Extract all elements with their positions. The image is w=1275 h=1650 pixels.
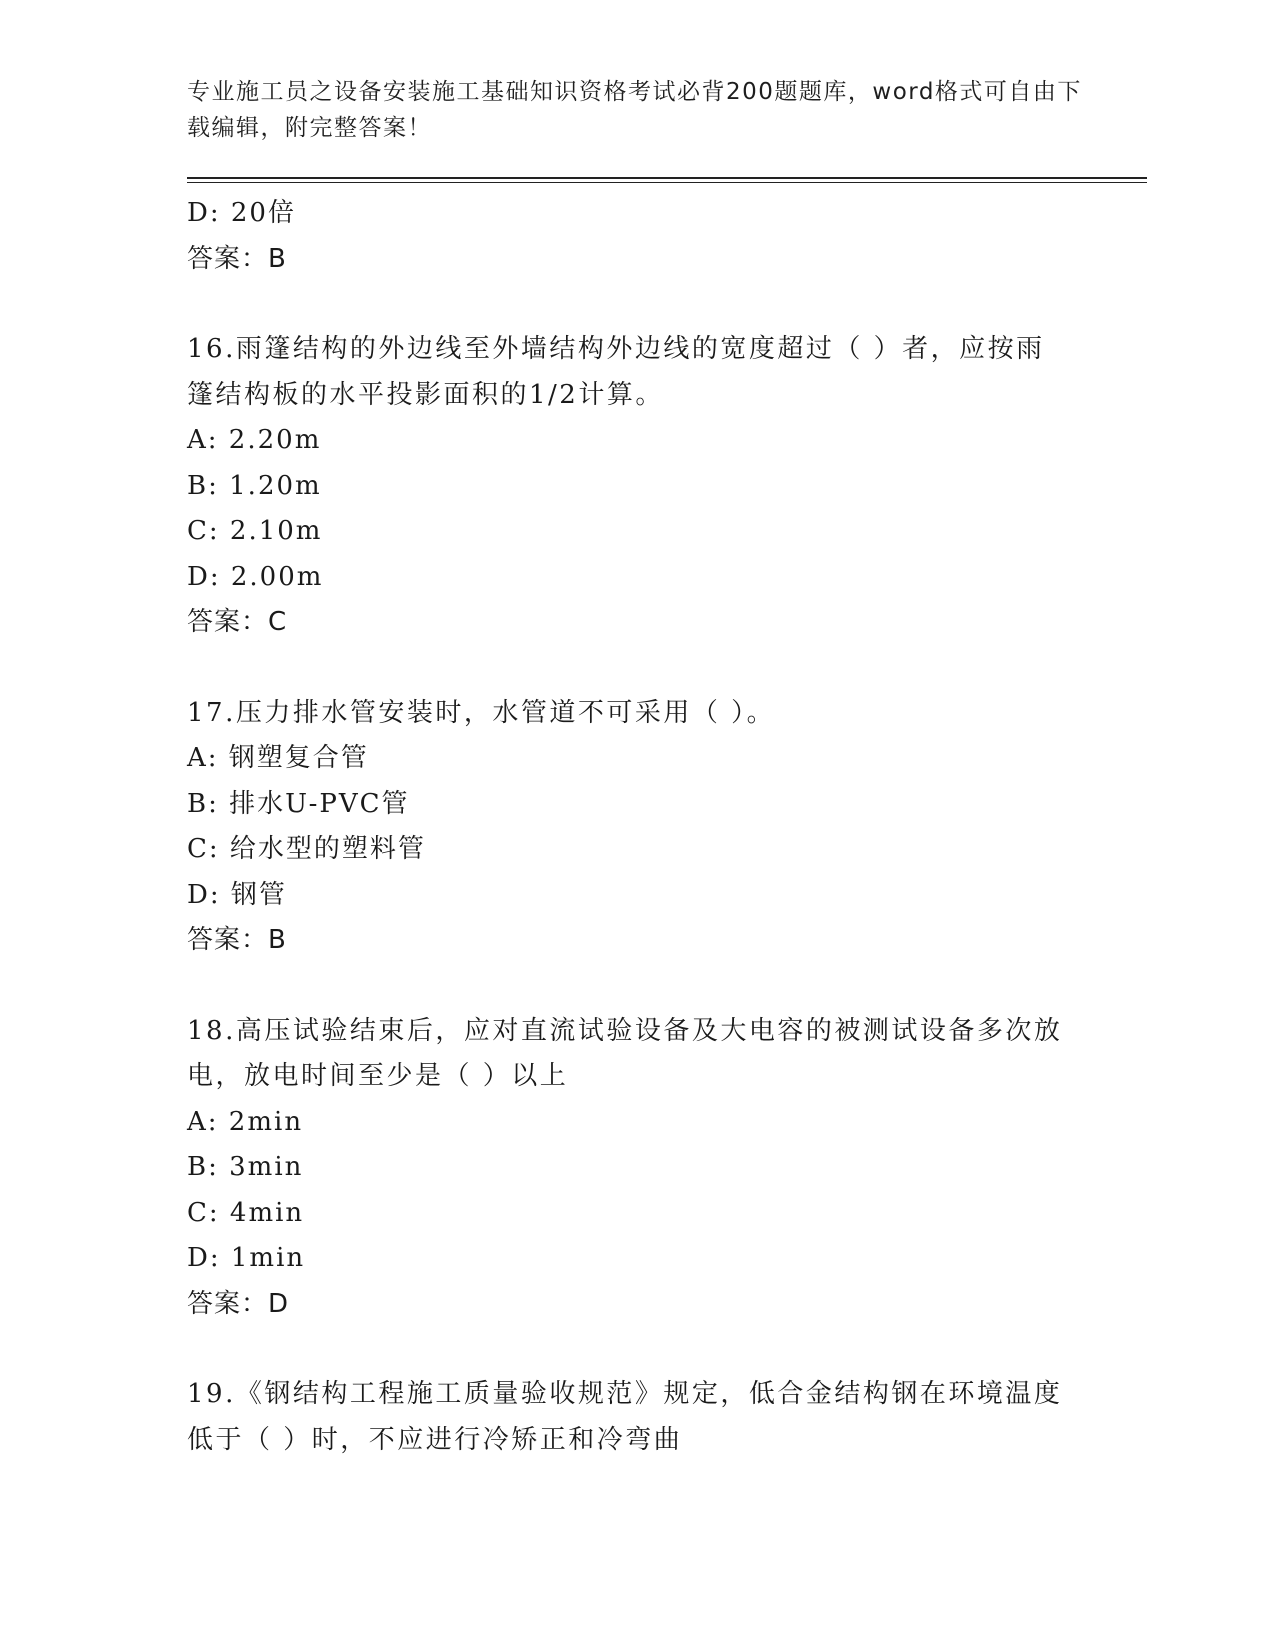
question-text: 16.雨篷结构的外边线至外墙结构外边线的宽度超过（ ）者，应按雨篷结构板的水平投影面积的1/2计算。 xyxy=(187,334,1045,410)
option-b: B: 1.20m xyxy=(187,470,322,501)
document-content xyxy=(187,191,1087,1463)
answer-line: 答案：D xyxy=(187,1288,290,1319)
option-a: A: 2min xyxy=(187,1106,304,1137)
option-a: A: 2.20m xyxy=(187,425,322,455)
answer-line: 答案：B xyxy=(187,243,287,274)
answer-line: 答案：B xyxy=(187,925,287,955)
option-c: C: 2.10m xyxy=(187,516,323,546)
question-text: 19.《钢结构工程施工质量验收规范》规定，低合金结构钢在环境温度低于（ ）时，不应进行冷矫正和冷弯曲 xyxy=(187,1379,1063,1455)
option-c: C: 给水型的塑料管 xyxy=(187,834,426,864)
option-d: D: 2.00m xyxy=(187,561,324,592)
question-18 xyxy=(187,1009,1087,1328)
header-rule-thin xyxy=(187,182,1147,183)
option-d: D: 20倍 xyxy=(187,198,296,228)
header-rule-thick xyxy=(187,177,1147,179)
option-d: D: 钢管 xyxy=(187,879,287,910)
question-17 xyxy=(187,691,1087,964)
question-16 xyxy=(187,327,1087,646)
page-header: 专业施工员之设备安装施工基础知识资格考试必背200题题库，word格式可自由下载编辑，附完整答案！ xyxy=(187,79,1082,141)
option-d: D: 1min xyxy=(187,1243,306,1273)
answer-line: 答案：C xyxy=(187,607,288,637)
option-b: B: 排水U-PVC管 xyxy=(187,788,410,819)
question-text: 18.高压试验结束后，应对直流试验设备及大电容的被测试设备多次放电，放电时间至少是（ ）以上 xyxy=(187,1015,1063,1091)
question-text: 17.压力排水管安装时，水管道不可采用（ ）。 xyxy=(187,697,776,728)
option-b: B: 3min xyxy=(187,1152,304,1182)
option-c: C: 4min xyxy=(187,1197,305,1228)
question-19 xyxy=(187,1372,1087,1463)
option-a: A: 钢塑复合管 xyxy=(187,743,369,773)
